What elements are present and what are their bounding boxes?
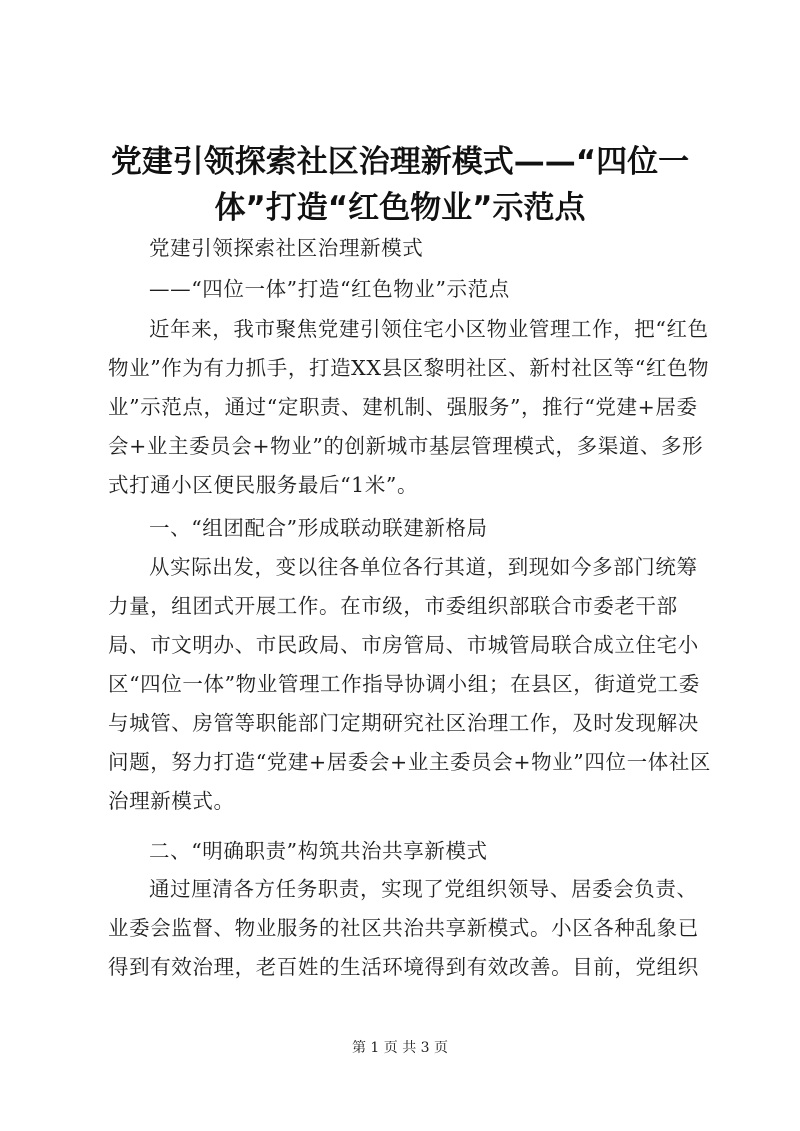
section2-heading: 二、“明确职责”构筑共治共享新模式: [149, 839, 488, 863]
subtitle-line1: 党建引领探索社区治理新模式: [149, 236, 424, 260]
section1-paragraph: 从实际出发，变以往各单位各行其道，到现如今多部门统筹力量，组团式开展工作。在市级，市委组织部联合市委老干部局、市文明办、市民政局、市房管局、市城管局联合成立住宅小区“四位一体”物业管理工作指导协调小组；在县区，街道党工委与城管、房管等职能部门定期研究社区治理工作，及时发现解决问题，努力打造“党建+居委会+业主委员会+物业”四位一体社区治理新模式。: [108, 555, 711, 813]
subtitle-line2: ——“四位一体”打造“红色物业”示范点: [149, 277, 510, 301]
section1-heading: 一、“组团配合”形成联动联建新格局: [149, 516, 488, 540]
page-footer: 第 1 页 共 3 页: [351, 1040, 449, 1056]
document-title-line1: 党建引领探索社区治理新模式——“四位一: [110, 144, 690, 180]
section2-paragraph: 通过厘清各方任务职责，实现了党组织领导、居委会负责、业委会监督、物业服务的社区共治共享新模式。小区各种乱象已得到有效治理，老百姓的生活环境得到有效改善。目前，党组织: [108, 877, 699, 979]
intro-paragraph: 近年来，我市聚焦党建引领住宅小区物业管理工作，把“红色物业”作为有力抓手，打造XX县区黎明社区、新村社区等“红色物业”示范点，通过“定职责、建机制、强服务”，推行“党建+居委会+业主委员会+物业”的创新城市基层管理模式，多渠道、多形式打通小区便民服务最后“1米”。: [108, 317, 710, 497]
document-title-line2: 体”打造“红色物业”示范点: [214, 190, 586, 226]
